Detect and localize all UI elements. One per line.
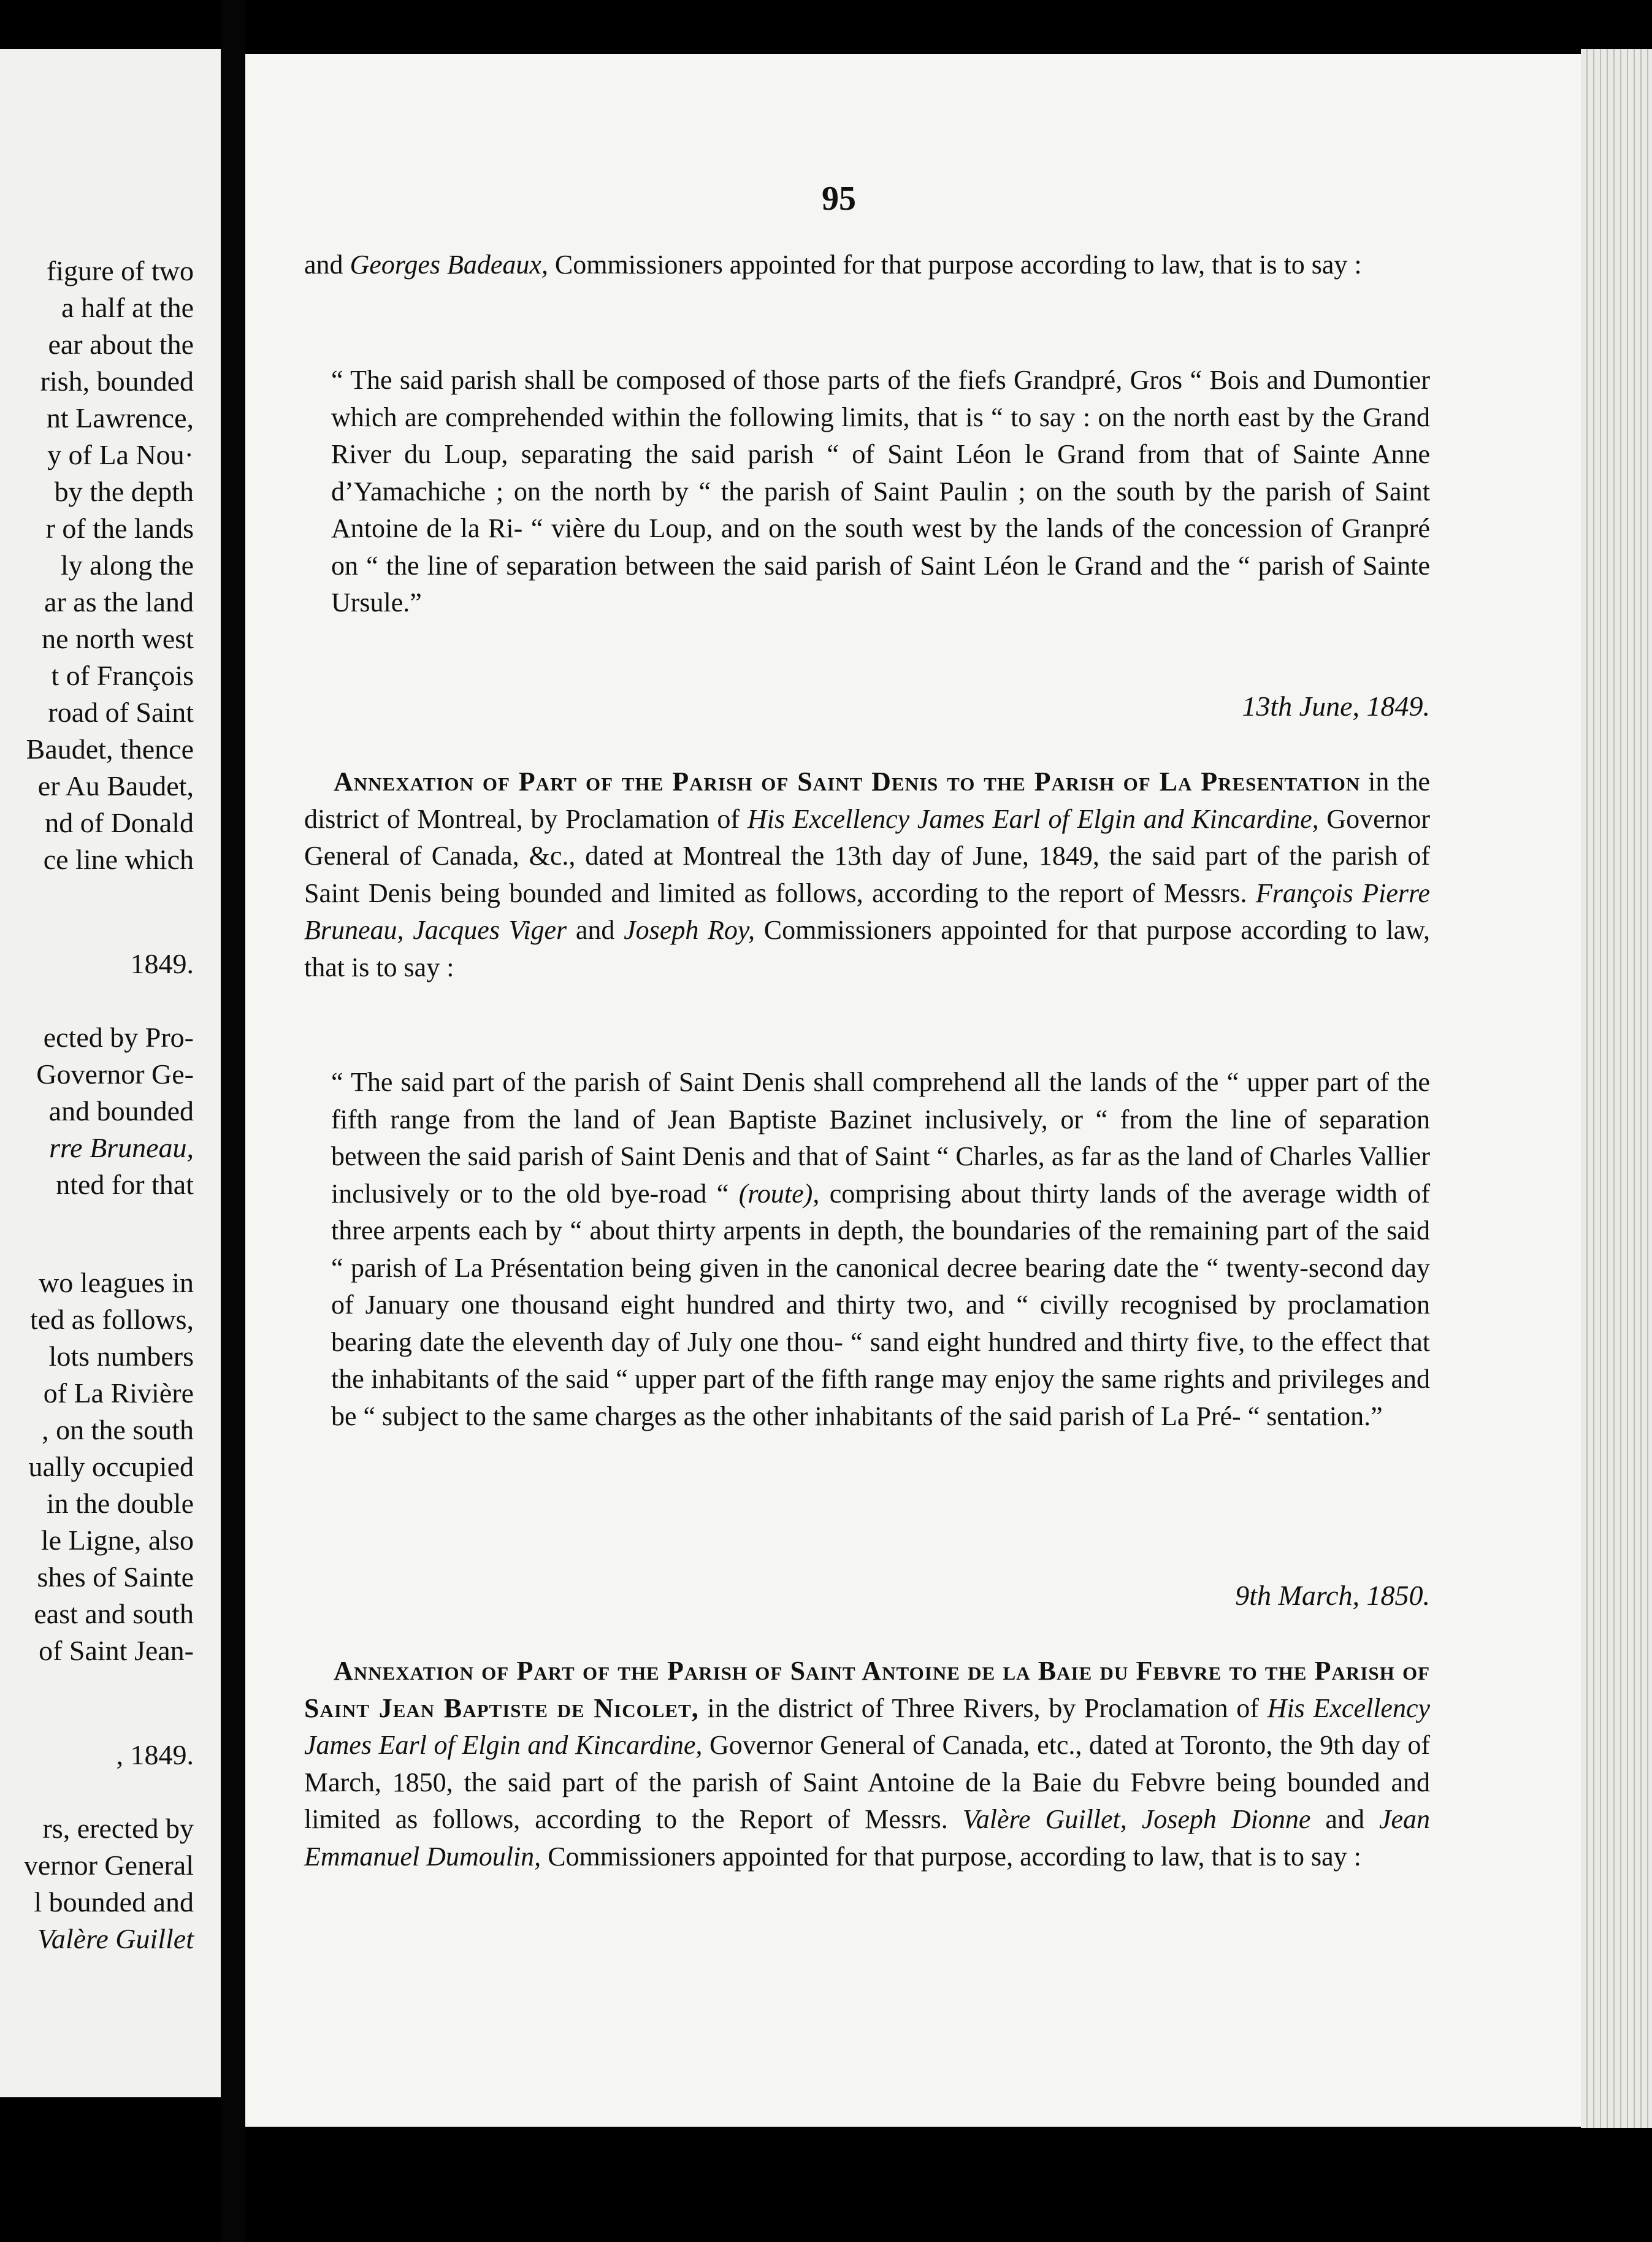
intro-commissioner: Georges Badeaux, — [350, 250, 548, 280]
section-heading: Annexation of Part of the Parish of Saint Denis to the Parish of La Presentation — [334, 767, 1361, 797]
quote-text: comprising about thirty lands of the average width of three arpents each by “ about thirty arpents in depth, the boundaries of the remaining part of the said “ parish of La Présentation being given in the canonical decree bearing date the “ twenty-second day of January one thousand eight hundred and thirty two, and “ civilly recognised by proclamation bearing date the eleventh day of July one thou- “ sand eight hundred and thirty five, to the effect that the inhabitants of the said “ upper part of the fifth range may enjoy the same rights and privileges and be “ subject to the same charges as the other inhabitants of the said parish of La Pré- “ sentation.” — [331, 1178, 1431, 1431]
left-line: Baudet, thence — [26, 733, 194, 765]
governor-name: His Excellency James Earl of Elgin and Kincardine, — [304, 1693, 1431, 1760]
left-line: , on the south — [42, 1414, 194, 1445]
left-line: rre Bruneau, — [49, 1132, 194, 1163]
left-line: ted as follows, — [29, 1304, 194, 1335]
quote-saint-denis — [331, 1064, 1430, 1435]
date-line-1 — [304, 690, 1430, 727]
page-edges — [1581, 49, 1652, 2128]
left-line: by the depth — [54, 476, 194, 507]
left-line: Valère Guillet — [37, 1923, 194, 1954]
section-text: in the district of Montreal, by Proclamation of — [304, 767, 1430, 834]
commissioners-names: Valère Guillet, Joseph Dionne — [962, 1804, 1311, 1834]
left-line: vernor General — [23, 1850, 194, 1881]
left-line: ne north west — [42, 623, 194, 654]
left-line: 1849. — [130, 948, 194, 979]
section-text: and — [1310, 1804, 1379, 1834]
left-line: of La Rivière — [43, 1377, 194, 1409]
left-line: ce line which — [43, 844, 194, 875]
left-line: Governor Ge- — [36, 1058, 194, 1090]
section-text: Governor General of Canada, etc., dated at Toronto, the 9th day of March, 1850, the said part of the parish of Saint Antoine de la Baie du Febvre being bounded and limited as follows, according to the Report of Messrs. — [304, 1730, 1431, 1834]
left-line: a half at the — [61, 292, 194, 323]
left-line: figure of two — [46, 255, 194, 286]
left-line: nt Lawrence, — [46, 402, 194, 434]
quote-saint-leon — [331, 362, 1430, 622]
left-line: shes of Sainte — [37, 1561, 194, 1593]
left-line: wo leagues in — [39, 1267, 194, 1298]
left-line: rish, bounded — [40, 365, 194, 397]
left-line: ually occupied — [28, 1451, 194, 1482]
intro-paragraph — [304, 247, 1430, 284]
left-line: ly along the — [60, 549, 194, 581]
section-text: Commissioners appointed for that purpose, according to law, that is to say : — [541, 1841, 1361, 1872]
governor-name: His Excellency James Earl of Elgin and Kincardine, — [747, 803, 1319, 834]
commissioners-names: François Pierre Bruneau, Jacques Viger — [304, 878, 1430, 945]
section-text: Commissioners appointed for that purpose according to law, that is to say : — [304, 915, 1431, 982]
left-line: l bounded and — [34, 1886, 194, 1918]
date-line-2 — [304, 1579, 1430, 1616]
commissioner-name: Jean Emmanuel Dumoulin, — [304, 1804, 1431, 1872]
left-line: and bounded — [48, 1095, 194, 1127]
quote-italic: (route), — [738, 1178, 820, 1209]
section-text: in the district of Three Rivers, by Proclamation of — [698, 1693, 1268, 1723]
quote-text: “ The said part of the parish of Saint Denis shall comprehend all the lands of the “ upper part of the fifth range from the land of Jean Baptiste Bazinet inclusively, or “ from the line of separation between the said parish of Saint Denis and that of Saint “ Charles, as far as the land of Charles Vallier inclusively or to the old bye-road “ — [331, 1067, 1430, 1209]
left-line: le Ligne, also — [40, 1525, 194, 1556]
left-line: east and south — [34, 1598, 194, 1629]
left-line: nted for that — [56, 1169, 194, 1200]
section-saint-antoine — [304, 1653, 1430, 1875]
section-text: and — [567, 915, 624, 945]
left-line: lots numbers — [48, 1341, 194, 1372]
left-line: r of the lands — [45, 513, 194, 544]
intro-text: Commissioners appointed for that purpose according to law, that is to say : — [548, 250, 1362, 280]
date-1849: 13th June, 1849. — [1242, 691, 1430, 722]
intro-text: and — [304, 250, 350, 280]
commissioner-name: Joseph Roy, — [624, 915, 755, 945]
left-line: in the double — [46, 1488, 194, 1519]
section-heading: Annexation of Part of the Parish of Saint Antoine de la Baie du Febvre to the Parish of Saint Jean Baptiste de Nicolet, — [304, 1656, 1430, 1723]
left-line: y of La Nou· — [47, 439, 194, 470]
left-page-fragment — [0, 49, 221, 2097]
left-line: rs, erected by — [42, 1813, 194, 1844]
section-saint-denis — [304, 763, 1430, 986]
left-line: , 1849. — [116, 1739, 194, 1770]
left-line: nd of Donald — [45, 807, 194, 838]
left-line: ected by Pro- — [43, 1022, 194, 1053]
section-text: Governor General of Canada, &c., dated at Montreal the 13th day of June, 1849, the said part of the parish of Saint Denis being bounded and limited as follows, according to the report of Messrs. — [304, 803, 1430, 908]
quote-text: “ The said parish shall be composed of those parts of the fiefs Grandpré, Gros “ Bois and Dumontier which are comprehended within the following limits, that is “ to say : on the north east by the Grand River du Loup, separating the said parish “ of Saint Léon le Grand from that of Sainte Anne d’Yamachiche ; on the north by “ the parish of Saint Paulin ; on the south by the parish of Saint Antoine de la Ri- “ vière du Loup, and on the south west by the lands of the concession of Granpré on “ the line of separation between the said parish of Saint Léon le Grand and the “ parish of Sainte Ursule.” — [331, 365, 1430, 618]
left-line: t of François — [51, 660, 194, 691]
date-1850: 9th March, 1850. — [1235, 1580, 1430, 1611]
left-line: er Au Baudet, — [37, 770, 194, 802]
page-number: 95 — [822, 180, 856, 218]
left-line: ar as the land — [44, 586, 194, 618]
left-line: of Saint Jean- — [39, 1635, 194, 1666]
left-line: road of Saint — [48, 697, 194, 728]
book-gutter — [221, 0, 245, 2242]
left-line: ear about the — [48, 329, 194, 360]
